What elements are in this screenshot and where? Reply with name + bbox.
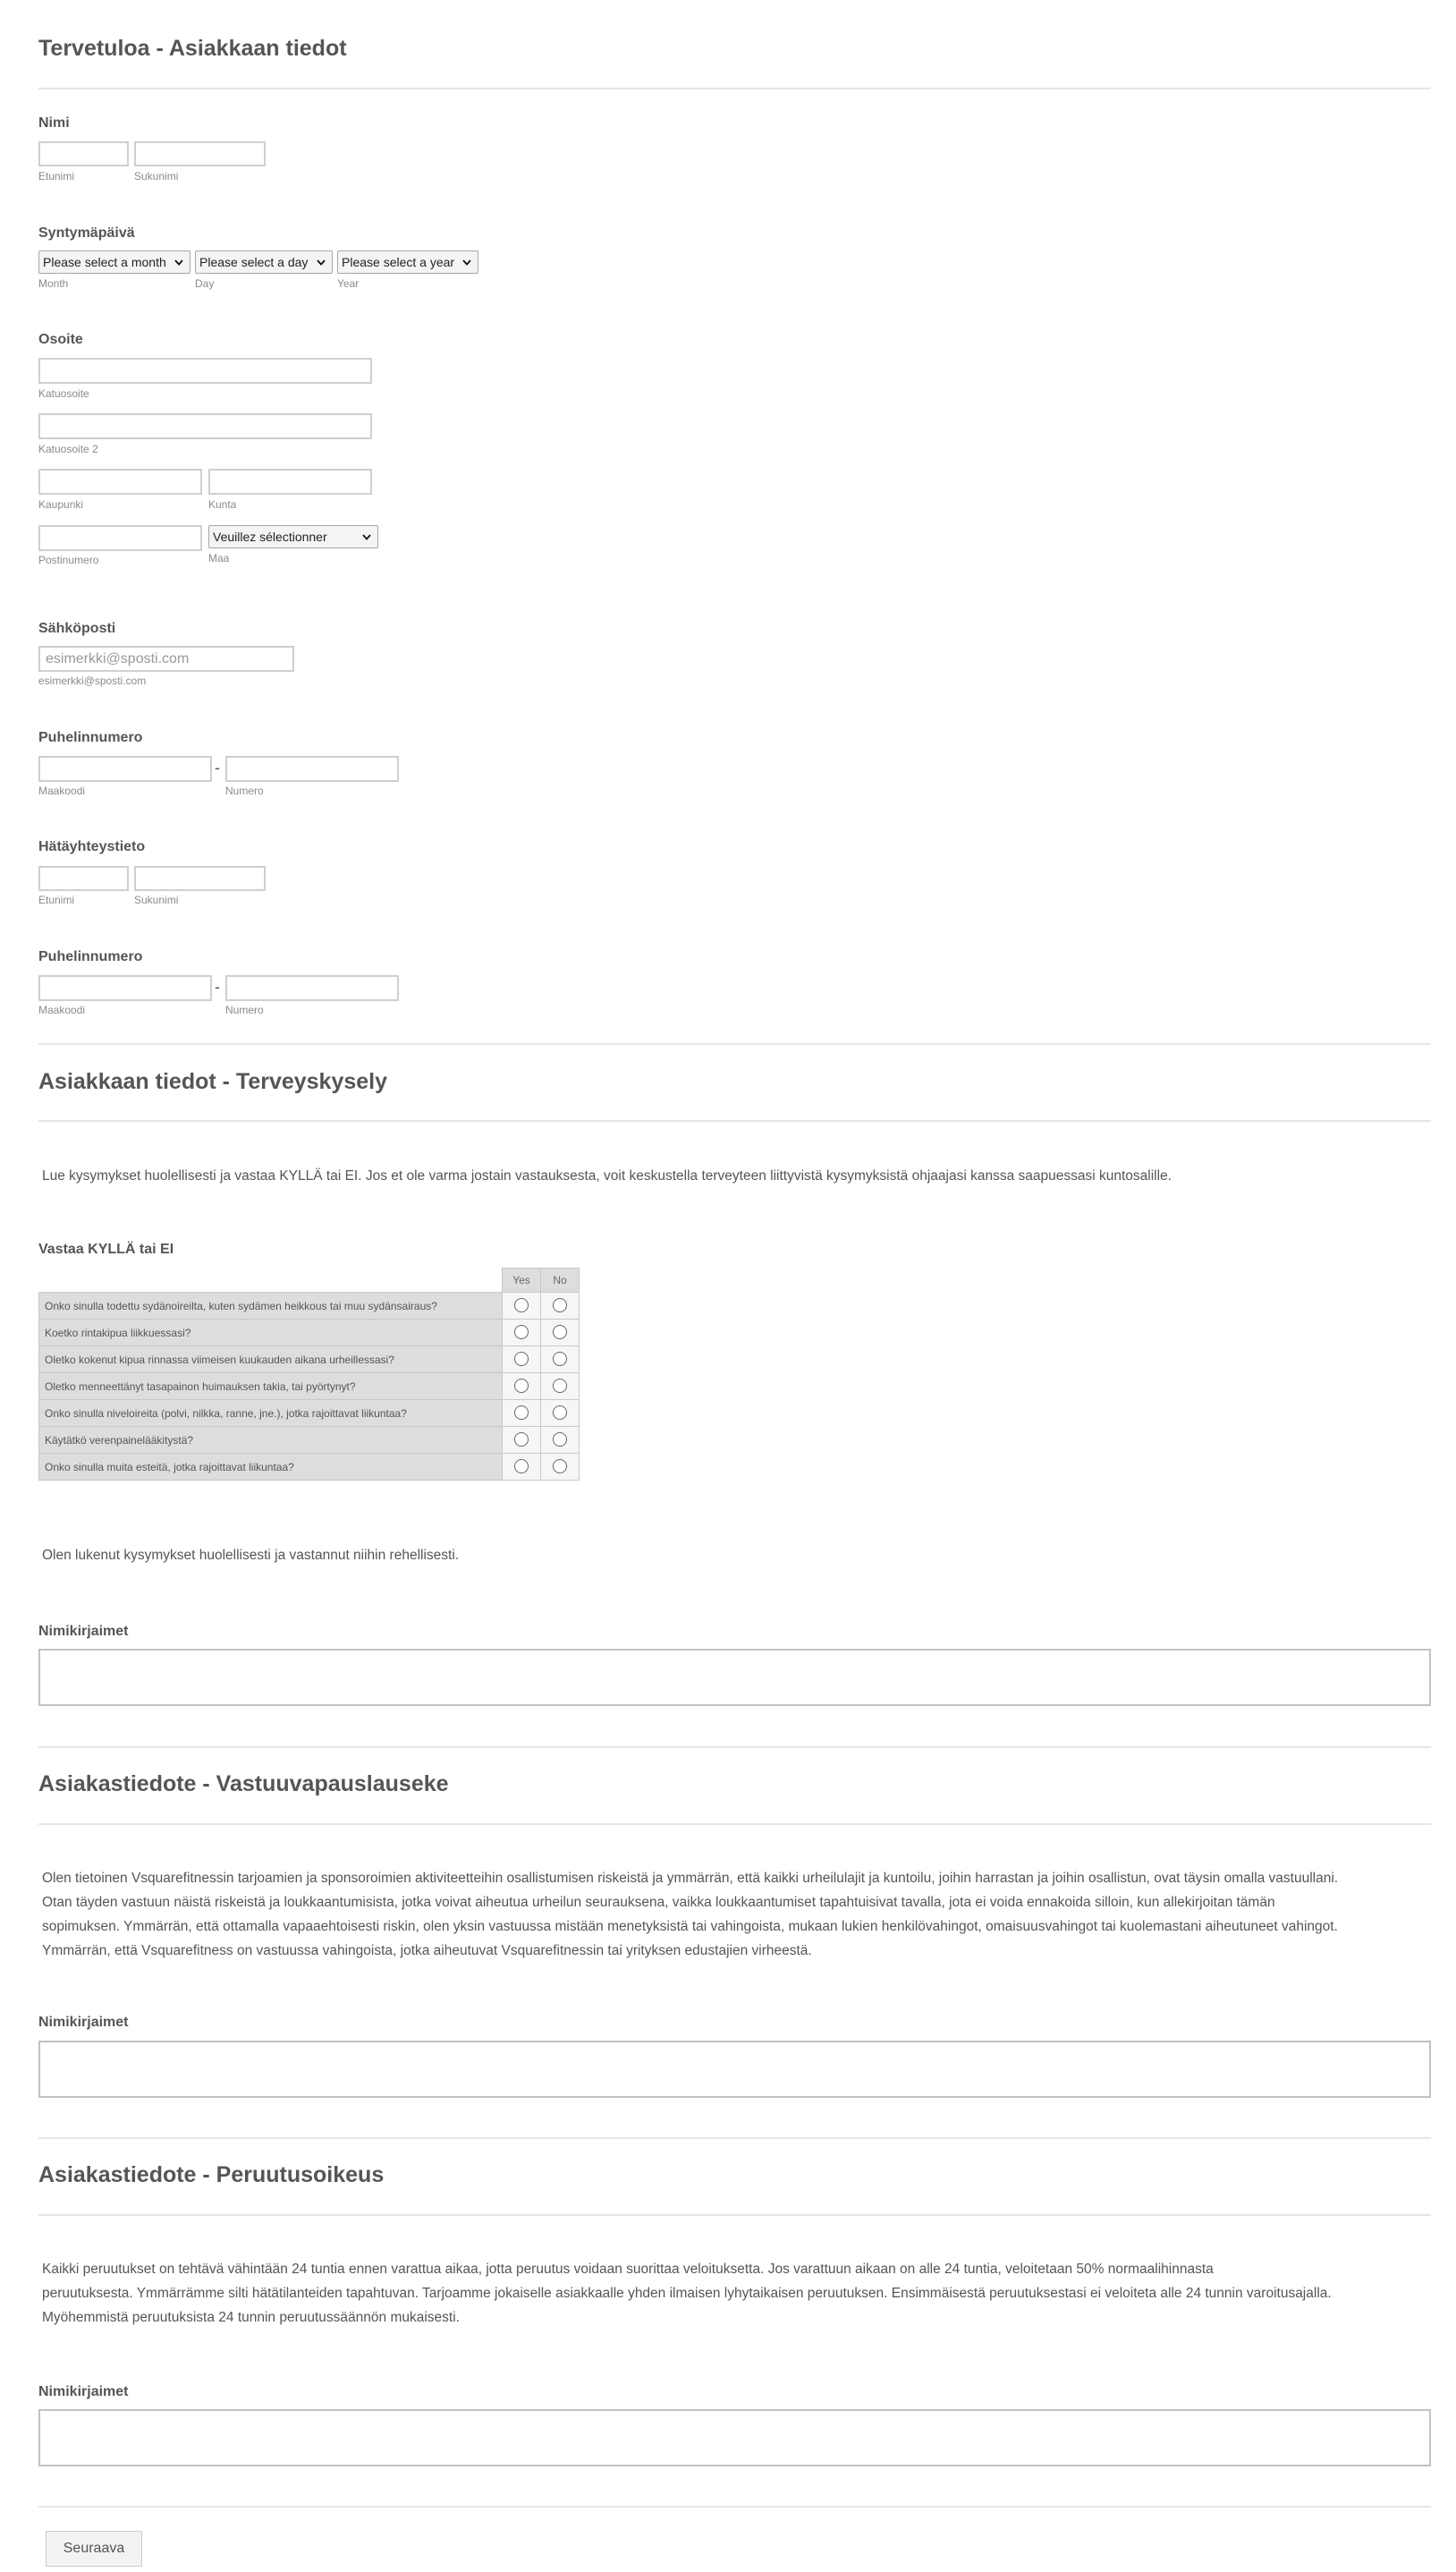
waiver-text [42, 1866, 1338, 1963]
cancellation-line: Myöhemmistä peruutuksista 24 tunnin peruutussäännön mukaisesti. [42, 2310, 460, 2325]
phone-number-input[interactable] [225, 756, 399, 782]
email-input[interactable]: esimerkki@sposti.com [38, 646, 294, 672]
matrix-row [39, 1427, 580, 1454]
signature-label: Nimikirjaimet [38, 1624, 129, 1639]
street2-input[interactable] [38, 413, 372, 439]
emergency-first-input[interactable] [38, 866, 129, 891]
municipality-input[interactable] [208, 469, 372, 495]
phone-separator: - [215, 759, 220, 777]
yes-radio[interactable] [514, 1405, 529, 1420]
matrix-row [39, 1373, 580, 1400]
matrix-row [39, 1320, 580, 1346]
no-radio[interactable] [553, 1325, 567, 1339]
street-sublabel: Katuosoite [38, 387, 89, 400]
phone2-area-input[interactable] [38, 975, 212, 1001]
matrix-row [39, 1346, 580, 1373]
month-select-value: Please select a month [43, 255, 166, 269]
next-button[interactable]: Seuraava [46, 2531, 142, 2567]
cancellation-text [42, 2257, 1332, 2330]
name-label: Nimi [38, 115, 70, 131]
section-title: Tervetuloa - Asiakkaan tiedot [38, 36, 347, 61]
yes-radio[interactable] [514, 1352, 529, 1366]
divider [38, 1043, 1431, 1045]
no-radio[interactable] [553, 1432, 567, 1447]
signature-pad[interactable] [38, 1649, 1431, 1706]
country-select[interactable] [208, 525, 378, 548]
section-title: Asiakastiedote - Vastuuvapauslauseke [38, 1771, 449, 1796]
divider [38, 2506, 1431, 2508]
no-radio[interactable] [553, 1379, 567, 1393]
divider [38, 2214, 1431, 2216]
municipality-sublabel: Kunta [208, 498, 237, 511]
phone-label: Puhelinnumero [38, 730, 143, 745]
street-input[interactable] [38, 358, 372, 384]
last-name-sublabel: Sukunimi [134, 170, 179, 183]
postal-sublabel: Postinumero [38, 554, 99, 566]
signature-label: Nimikirjaimet [38, 2384, 129, 2399]
birthday-label: Syntymäpäivä [38, 225, 135, 241]
country-sublabel: Maa [208, 552, 230, 564]
section-title: Asiakastiedote - Peruutusoikeus [38, 2162, 385, 2187]
year-sublabel: Year [337, 277, 360, 290]
yes-radio[interactable] [514, 1432, 529, 1447]
yes-radio[interactable] [514, 1459, 529, 1473]
country-select-value: Veuillez sélectionner [213, 530, 327, 544]
day-select-value: Please select a day [199, 255, 309, 269]
matrix-question: Onko sinulla niveloireita (polvi, nilkka, ranne, jne.), jotka rajoittavat liikuntaa? [39, 1400, 503, 1427]
divider [38, 1746, 1431, 1748]
phone-area-input[interactable] [38, 756, 212, 782]
first-name-input[interactable] [38, 141, 129, 166]
yes-radio[interactable] [514, 1298, 529, 1312]
waiver-line: Otan täyden vastuun näistä riskeistä ja loukkaantumisista, jotka voivat aiheutua urheilun seurauksena, vaikka loukkaantumiset tapahtuisivat tavalla, jota ei voida ennakoida silloin, kun allekirjoitan tämän [42, 1895, 1275, 1910]
matrix-question: Oletko menneettänyt tasapainon huimauksen takia, tai pyörtynyt? [39, 1373, 503, 1400]
emergency-label: Hätäyhteystieto [38, 839, 146, 854]
divider [38, 88, 1431, 89]
city-input[interactable] [38, 469, 202, 495]
no-radio[interactable] [553, 1405, 567, 1420]
signature-label: Nimikirjaimet [38, 2015, 129, 2030]
yes-radio[interactable] [514, 1325, 529, 1339]
matrix-col-no: No [541, 1269, 580, 1293]
chevron-down-icon [314, 256, 328, 268]
cancellation-line: peruutuksesta. Ymmärrämme silti hätätilanteiden tapahtuvan. Tarjoamme jokaiselle asiakkaalle yhden ilmaisen lyhytaikaisen peruutuksen. Ensimmäisestä peruutuksestasi ei veloiteta alle 24 tunnin varoitusajalla. [42, 2286, 1332, 2301]
phone2-number-input[interactable] [225, 975, 399, 1001]
health-matrix [38, 1268, 580, 1481]
emergency-last-input[interactable] [134, 866, 266, 891]
chevron-down-icon [172, 256, 186, 268]
month-select[interactable] [38, 250, 190, 274]
matrix-question: Koetko rintakipua liikkuessasi? [39, 1320, 503, 1346]
matrix-row [39, 1293, 580, 1320]
phone2-label: Puhelinnumero [38, 949, 143, 964]
waiver-line: Olen tietoinen Vsquarefitnessin tarjoamien ja sponsoroimien aktiviteetteihin osallistumisen riskeistä ja ymmärrän, että kaikki urheilulajit ja kuntoilu, joihin harrastan ja joihin osallistun, ovat täysin omalla vastuullani. [42, 1871, 1339, 1886]
divider [38, 1120, 1431, 1122]
divider [38, 1823, 1431, 1825]
matrix-label: Vastaa KYLLÄ tai EI [38, 1242, 174, 1257]
phone2-number-sublabel: Numero [225, 1004, 264, 1016]
year-select[interactable] [337, 250, 478, 274]
chevron-down-icon [460, 256, 474, 268]
phone-area-sublabel: Maakoodi [38, 785, 86, 797]
emergency-last-sublabel: Sukunimi [134, 894, 179, 906]
confirm-text: Olen lukenut kysymykset huolellisesti ja vastannut niihin rehellisesti. [42, 1548, 460, 1563]
address-label: Osoite [38, 332, 83, 347]
phone-number-sublabel: Numero [225, 785, 264, 797]
no-radio[interactable] [553, 1459, 567, 1473]
matrix-question: Käytätkö verenpainelääkitystä? [39, 1427, 503, 1454]
matrix-col-yes: Yes [503, 1269, 541, 1293]
no-radio[interactable] [553, 1298, 567, 1312]
yes-radio[interactable] [514, 1379, 529, 1393]
matrix-corner [39, 1269, 503, 1293]
matrix-question: Onko sinulla todettu sydänoireilta, kuten sydämen heikkous tai muu sydänsairaus? [39, 1293, 503, 1320]
first-name-sublabel: Etunimi [38, 170, 75, 183]
divider [38, 2137, 1431, 2139]
postal-input[interactable] [38, 525, 202, 551]
phone2-area-sublabel: Maakoodi [38, 1004, 86, 1016]
last-name-input[interactable] [134, 141, 266, 166]
chevron-down-icon [360, 531, 374, 543]
matrix-question: Onko sinulla muita esteitä, jotka rajoittavat liikuntaa? [39, 1454, 503, 1481]
street2-sublabel: Katuosoite 2 [38, 443, 98, 455]
month-sublabel: Month [38, 277, 69, 290]
year-select-value: Please select a year [342, 255, 455, 269]
waiver-line: sopimuksen. Ymmärrän, että ottamalla vapaaehtoisesti riskin, olen yksin vastuussa mistään menetyksistä tai vahingoista, mukaan lukien henkilövahingot, omaisuusvahingot tai kuolemastani aiheutuneet vahingot. [42, 1919, 1338, 1934]
day-select[interactable] [195, 250, 333, 274]
matrix-question: Oletko kokenut kipua rinnassa viimeisen kuukauden aikana urheillessasi? [39, 1346, 503, 1373]
email-sublabel: esimerkki@sposti.com [38, 675, 147, 687]
email-label: Sähköposti [38, 621, 116, 636]
waiver-line: Ymmärrän, että Vsquarefitness on vastuussa vahingoista, jotka aiheutuvat Vsquarefitnessin tai yrityksen edustajien virheestä. [42, 1943, 812, 1958]
cancellation-line: Kaikki peruutukset on tehtävä vähintään 24 tuntia ennen varattua aikaa, jotta peruutus voidaan suorittaa veloituksetta. Jos varattuun aikaan on alle 24 tuntia, veloitetaan 50% normaalihinnasta [42, 2262, 1214, 2277]
section-title: Asiakkaan tiedot - Terveyskysely [38, 1069, 388, 1094]
matrix-row [39, 1400, 580, 1427]
phone2-separator: - [215, 978, 220, 996]
city-sublabel: Kaupunki [38, 498, 84, 511]
matrix-row [39, 1454, 580, 1481]
health-intro-text: Lue kysymykset huolellisesti ja vastaa KYLLÄ tai EI. Jos et ole varma jostain vastauksesta, voit keskustella terveyteen liittyvistä kysymyksistä ohjaajasi kanssa saapuessasi kuntosalille. [42, 1168, 1172, 1184]
no-radio[interactable] [553, 1352, 567, 1366]
emergency-first-sublabel: Etunimi [38, 894, 75, 906]
signature-pad[interactable] [38, 2041, 1431, 2098]
day-sublabel: Day [195, 277, 215, 290]
signature-pad[interactable] [38, 2409, 1431, 2466]
